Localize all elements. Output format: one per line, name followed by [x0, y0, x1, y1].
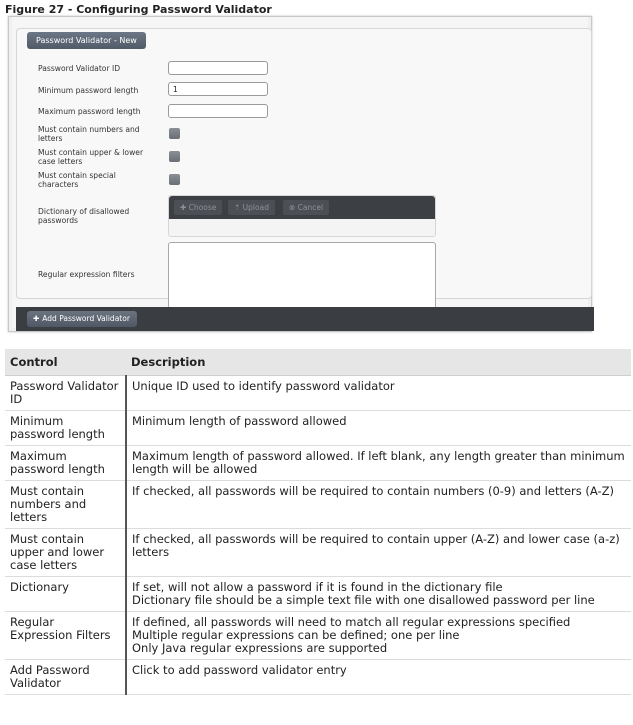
description-line: Click to add password validator entry: [132, 663, 347, 677]
control-cell: Password Validator ID: [5, 376, 126, 411]
description-cell: [126, 577, 631, 612]
add-button-label: Add Password Validator: [42, 314, 130, 323]
description-cell: [126, 411, 631, 446]
numbers-letters-checkbox[interactable]: [169, 128, 180, 139]
table-row: [5, 376, 631, 411]
table-row: [5, 660, 631, 695]
table-header-row: [5, 349, 631, 376]
upper-lower-label-line1: Must contain upper & lower: [38, 148, 144, 157]
description-cell: [126, 376, 631, 411]
description-line: If set, will not allow a password if it is found in the dictionary file: [132, 580, 503, 594]
max-length-input[interactable]: [168, 104, 268, 118]
description-line: Minimum length of password allowed: [132, 414, 347, 428]
table-row: [5, 481, 631, 529]
special-chars-checkbox[interactable]: [169, 174, 180, 185]
table-row: [5, 411, 631, 446]
dictionary-upload: [168, 195, 436, 237]
description-line: Only Java regular expressions are supported: [132, 641, 388, 655]
description-line: If defined, all passwords will need to match all regular expressions specified: [132, 615, 571, 629]
upload-label: Upload: [242, 203, 269, 212]
cancel-icon: ⊗: [289, 203, 298, 212]
upper-lower-label: [38, 148, 143, 166]
numbers-letters-label: [38, 125, 140, 143]
control-cell: Must contain numbers and letters: [5, 481, 126, 529]
validator-id-label: Password Validator ID: [38, 64, 121, 73]
dictionary-label: [38, 207, 129, 225]
description-line: Maximum length of password allowed. If left blank, any length greater than minimum length will be allowed: [132, 449, 625, 476]
fieldset-legend: Password Validator - New: [27, 32, 146, 49]
description-cell: [126, 446, 631, 481]
description-line: Multiple regular expressions can be defined; one per line: [132, 628, 460, 642]
choose-button[interactable]: [174, 200, 222, 215]
upper-lower-checkbox[interactable]: [169, 151, 180, 162]
special-chars-label-line1: Must contain special: [38, 171, 116, 180]
description-cell: [126, 660, 631, 695]
control-cell: Regular Expression Filters: [5, 612, 126, 660]
description-cell: [126, 529, 631, 577]
control-cell: Add Password Validator: [5, 660, 126, 695]
dictionary-label-line2: passwords: [38, 216, 79, 225]
controls-description-table: [5, 349, 631, 695]
description-cell: [126, 612, 631, 660]
control-cell: Dictionary: [5, 577, 126, 612]
control-cell: Must contain upper and lower case letters: [5, 529, 126, 577]
upper-lower-label-line2: case letters: [38, 157, 83, 166]
plus-icon: ✚: [180, 203, 189, 212]
header-control: Control: [5, 349, 126, 376]
table-row: [5, 577, 631, 612]
min-length-input[interactable]: 1: [168, 82, 268, 96]
password-validator-dialog: [8, 16, 592, 332]
add-password-validator-button[interactable]: [27, 311, 137, 327]
numbers-letters-label-line2: letters: [38, 134, 63, 143]
cancel-label: Cancel: [297, 203, 324, 212]
control-cell: Maximum password length: [5, 446, 126, 481]
validator-id-input[interactable]: [168, 61, 268, 75]
min-length-label: Minimum password length: [38, 86, 139, 95]
numbers-letters-label-line1: Must contain numbers and: [38, 125, 140, 134]
upload-button[interactable]: [228, 200, 275, 215]
table-row: [5, 529, 631, 577]
description-line: Unique ID used to identify password validator: [132, 379, 395, 393]
dictionary-label-line1: Dictionary of disallowed: [38, 207, 130, 216]
upload-icon: ⇡: [234, 203, 243, 212]
cancel-button[interactable]: [283, 200, 329, 215]
upload-toolbar: [169, 196, 435, 219]
special-chars-label-line2: characters: [38, 180, 79, 189]
description-cell: [126, 481, 631, 529]
control-cell: Minimum password length: [5, 411, 126, 446]
description-line: Dictionary file should be a simple text file with one disallowed password per line: [132, 593, 595, 607]
table-row: [5, 446, 631, 481]
description-line: If checked, all passwords will be required to contain numbers (0-9) and letters (A-Z): [132, 484, 615, 498]
figure-caption: Figure 27 - Configuring Password Validator: [5, 3, 272, 16]
header-description: Description: [126, 349, 631, 376]
regex-label: Regular expression filters: [38, 270, 135, 279]
regex-textarea[interactable]: [168, 242, 436, 309]
choose-label: Choose: [188, 203, 217, 212]
table-row: [5, 612, 631, 660]
special-chars-label: [38, 171, 116, 189]
plus-icon: ✚: [33, 314, 40, 323]
description-line: If checked, all passwords will be required to contain upper (A-Z) and lower case (a-z) letters: [132, 532, 620, 559]
max-length-label: Maximum password length: [38, 107, 141, 116]
